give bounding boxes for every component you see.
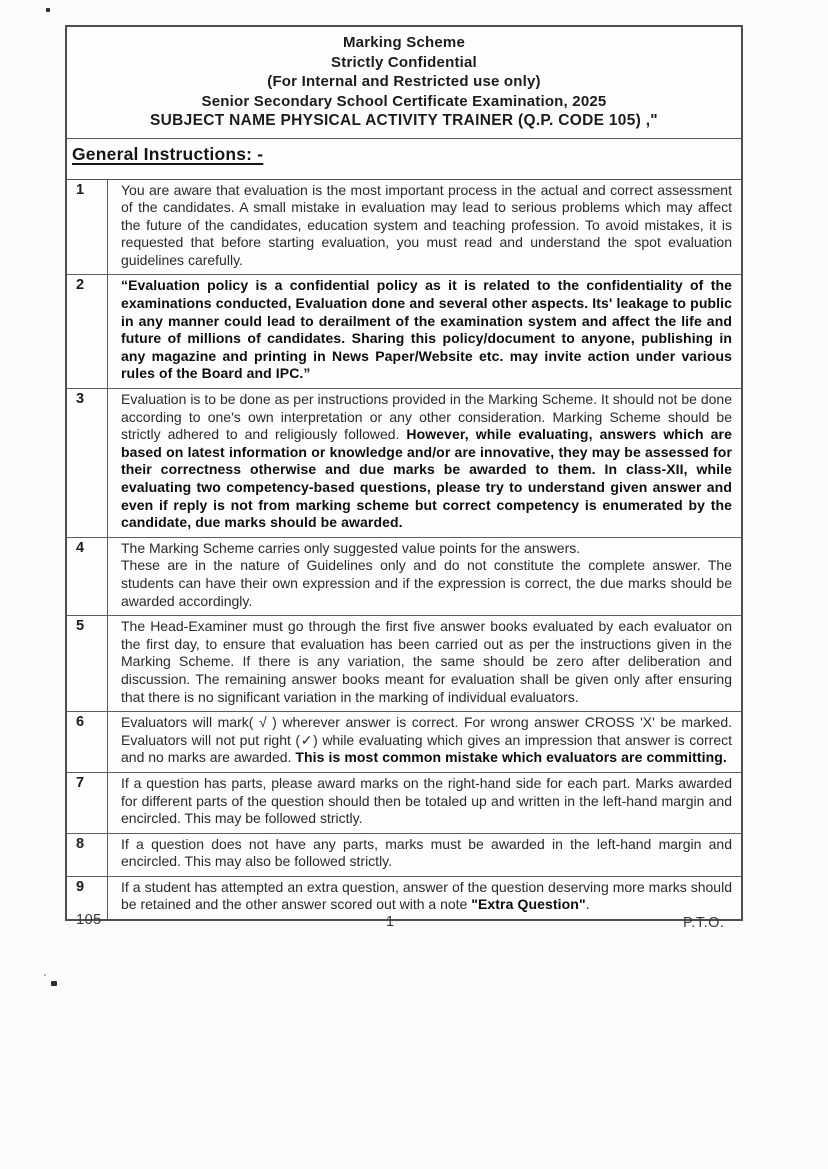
instruction-number: 8 [67,834,108,876]
footer-pto: P.T.O. [683,915,725,931]
title-subject-name: SUBJECT NAME PHYSICAL ACTIVITY TRAINER (Q.P. CODE 105) ," [150,112,658,129]
title-examination: Senior Secondary School Certificate Examination, 2025 [201,92,607,110]
instruction-text: If a question has parts, please award marks on the right-hand side for each part. Marks awarded for different parts of the question should then be totaled up and written in the left-hand margin and encircled. This may be followed strictly. [121,774,732,827]
instruction-number: 9 [67,877,108,919]
section-heading: General Instructions: - [72,143,264,164]
instruction-row [67,834,741,877]
instruction-row [67,773,741,834]
instruction-text: Evaluators will mark( √ ) wherever answer is correct. For wrong answer CROSS 'X' be marked. Evaluators will not put right (✓) while evaluating which gives an impression that answer is correct and no marks are awarded. This is most common mistake which evaluators are committing. [121,714,732,766]
scan-artifact-speck [44,974,46,976]
general-instructions-heading-row [67,139,741,180]
instruction-row [67,712,741,773]
footer-page-number: 1 [386,914,395,930]
instruction-text: The Marking Scheme carries only suggested value points for the answers. These are in the nature of Guidelines only and do not constitute the complete answer. The students can have their own expression and if the expression is correct, the due marks should be awarded accordingly. [121,539,732,609]
scan-artifact-dot [51,981,57,986]
instruction-row [67,538,741,616]
footer-qp-code: 105 [76,912,102,928]
instruction-number: 3 [67,389,108,537]
title-strictly-confidential: Strictly Confidential [331,53,477,71]
instruction-number: 5 [67,616,108,711]
instruction-text: If a question does not have any parts, marks must be awarded in the left-hand margin and encircled. This may also be followed strictly. [121,835,732,870]
scan-artifact-dot [46,8,50,12]
instruction-number: 7 [67,773,108,833]
instruction-number: 2 [67,275,108,388]
title-marking-scheme: Marking Scheme [342,34,465,51]
instruction-row [67,616,741,712]
instruction-text: “Evaluation policy is a confidential policy as it is related to the confidentiality of the examinations conducted, Evaluation done and several other aspects. Its' leakage to public in any manner could lead to derailment of the examination system and affect the life and future of millions of candidates. Sharing this policy/document to anyone, publishing in any magazine and printing in News Paper/Website etc. may invite action under various rules of the Board and IPC.” [121,277,732,382]
instruction-text: You are aware that evaluation is the most important process in the actual and correct assessment of the candidates. A small mistake in evaluation may lead to serious problems which may affect the future of the candidates, education system and teaching profession. To avoid mistakes, it is requested that before starting evaluation, you must read and understand the spot evaluation guidelines carefully. [121,181,732,268]
marking-scheme-table [65,25,743,921]
title-restricted-use: (For Internal and Restricted use only) [267,73,541,90]
instruction-number: 6 [67,712,108,772]
instruction-text: The Head-Examiner must go through the first five answer books evaluated by each evaluator on the first day, to ensure that evaluation has been carried out as per the instructions given in the Marking Scheme. If there is any variation, the same should be zero after deliberation and discussion. The remaining answer books meant for evaluation shall be given only after ensuring that there is no significant variation in the marking of individual evaluators. [121,618,732,705]
instruction-text: Evaluation is to be done as per instructions provided in the Marking Scheme. It should not be done according to one's own interpretation or any other consideration. Marking Scheme should be strictly adhered to and religiously followed. However, while evaluating, answers which are based on latest information or knowledge and/or are innovative, they may be assessed for their correctness otherwise and due marks be awarded to them. In class-XII, while evaluating two competency-based questions, please try to understand given answer and even if reply is not from marking scheme but correct competency is enumerated by the candidate, due marks should be awarded. [121,391,732,531]
instruction-row [67,389,741,538]
instruction-row [67,275,741,389]
instruction-row [67,877,741,919]
instruction-row [67,180,741,276]
instructions-list [67,180,741,920]
instruction-text: If a student has attempted an extra question, answer of the question deserving more marks should be retained and the other answer scored out with a note "Extra Question". [121,878,732,913]
instruction-number: 1 [67,180,108,275]
instruction-number: 4 [67,538,108,615]
document-header [67,27,741,139]
